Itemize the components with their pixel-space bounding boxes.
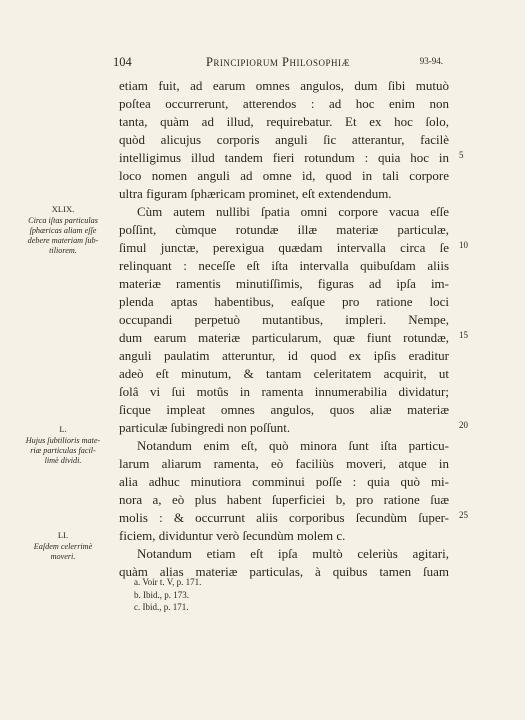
body-line: relinquant : neceſſe eſt iſta intervalla quibuſdam aliis — [119, 258, 449, 273]
body-line: occupandi perpetuò mutantibus, impleri. Nempe, — [119, 312, 449, 327]
line-number: 20 — [459, 420, 468, 430]
line-number: 25 — [459, 510, 468, 520]
line-number: 15 — [459, 330, 468, 340]
footnote-c: c. Ibid., p. 171. — [134, 602, 189, 612]
margin-note-line: limè dividi. — [44, 456, 82, 465]
body-line: materiæ ramentis minutiſſimis, figuras ad ipſa im- — [119, 276, 449, 291]
line-number: 10 — [459, 240, 468, 250]
margin-note-line: tiliorem. — [49, 246, 77, 255]
page-number: 104 — [113, 55, 132, 69]
body-line: alia adhuc minutiora comminui poſſe : quia quò mi- — [119, 474, 449, 489]
margin-note-line: riæ particulas facil- — [30, 446, 96, 455]
margin-note-line: Hujus ſubtilioris mate- — [25, 436, 101, 445]
margin-note-number: XLIX. — [51, 204, 75, 214]
body-line: etiam fuit, ad earum omnes angulos, dum ſibi mutuò — [119, 78, 449, 93]
body-line: larum aliarum ramenta, eò faciliùs moveri, atque in — [119, 456, 449, 471]
body-line: intelligimus illud tandem fieri rotundum : quia hoc in — [119, 150, 449, 165]
body-line: ficiem, dividuntur verò ſecundùm molem c. — [119, 528, 346, 543]
margin-note-number: L. — [59, 424, 67, 434]
body-line: ſicque impleat omnes angulos, quos aliæ materiæ — [119, 402, 449, 417]
body-line: anguli paulatim atteruntur, id quod ex ipſis eraditur — [119, 348, 449, 363]
margin-note-line: moveri. — [50, 552, 76, 561]
body-line: molis : & occurrunt aliis corporibus ſecundùm ſuper- — [119, 510, 449, 525]
body-text — [119, 77, 449, 581]
body-line: poſtea occurrerunt, atterendos : ad hoc enim non — [119, 96, 449, 111]
body-line: particulæ ſubingredi non poſſunt. — [119, 420, 291, 435]
margin-note-line: ſphæricas aliam eſſe — [29, 226, 97, 235]
line-number: 5 — [459, 150, 464, 160]
body-line: dum earum materiæ particularum, quæ fiunt rotundæ, — [119, 330, 449, 345]
margin-note-li — [16, 530, 110, 562]
footnote-b: b. Ibid., p. 173. — [134, 589, 189, 600]
body-line: quòd alicujus corporis anguli ſic atterantur, facilè — [119, 132, 449, 147]
margin-note-line: Circa iſtas particulas — [28, 216, 98, 225]
section-range: 93-94. — [419, 56, 443, 66]
body-line: tanta, quàm ad illud, requirebatur. Et ex hoc ſolo, — [119, 114, 449, 129]
running-header — [113, 55, 443, 71]
footnotes — [134, 576, 201, 614]
body-line: Notandum enim eſt, quò minora ſunt iſta particu- — [137, 438, 449, 453]
body-line: ultra figuram ſphæricam prominet, eſt extendendum. — [119, 186, 392, 201]
body-line: quàm alias materiæ particulas, à quibus tamen ſuam — [119, 564, 449, 579]
footnote-a: a. Voir t. V, p. 171. — [134, 577, 202, 587]
margin-note-line: Eaſdem celerrimè — [33, 542, 93, 551]
margin-note-number: LI. — [57, 530, 69, 540]
margin-note-line: debere materiam ſub- — [27, 236, 99, 245]
body-line: Notandum etiam eſt ipſa multò celeriùs agitari, — [137, 546, 449, 561]
margin-note-xlix — [16, 204, 110, 256]
body-line: loco nomen anguli ad omne id, quod in tali corpore — [119, 168, 449, 183]
body-line: ſolâ vi ſui motûs in ramenta innumerabilia dividatur; — [119, 384, 449, 399]
body-line: ſimul junctæ, perexigua quædam intervalla circa ſe — [119, 240, 449, 255]
body-line: plenda aptas habentibus, eaſque pro ratione loci — [119, 294, 449, 309]
body-line: adeò eſt minutum, & tantam celeritatem acquirit, ut — [119, 366, 449, 381]
margin-note-l — [16, 424, 110, 466]
body-line: nora a, eò plus habent ſuperficiei b, pro ratione ſuæ — [119, 492, 449, 507]
running-title: Principiorum Philosophiæ — [205, 55, 351, 69]
body-line: Cùm autem nullibi ſpatia omni corpore vacua eſſe — [137, 204, 449, 219]
body-line: poſſint, cùmque rotundæ illæ materiæ particulæ, — [119, 222, 449, 237]
